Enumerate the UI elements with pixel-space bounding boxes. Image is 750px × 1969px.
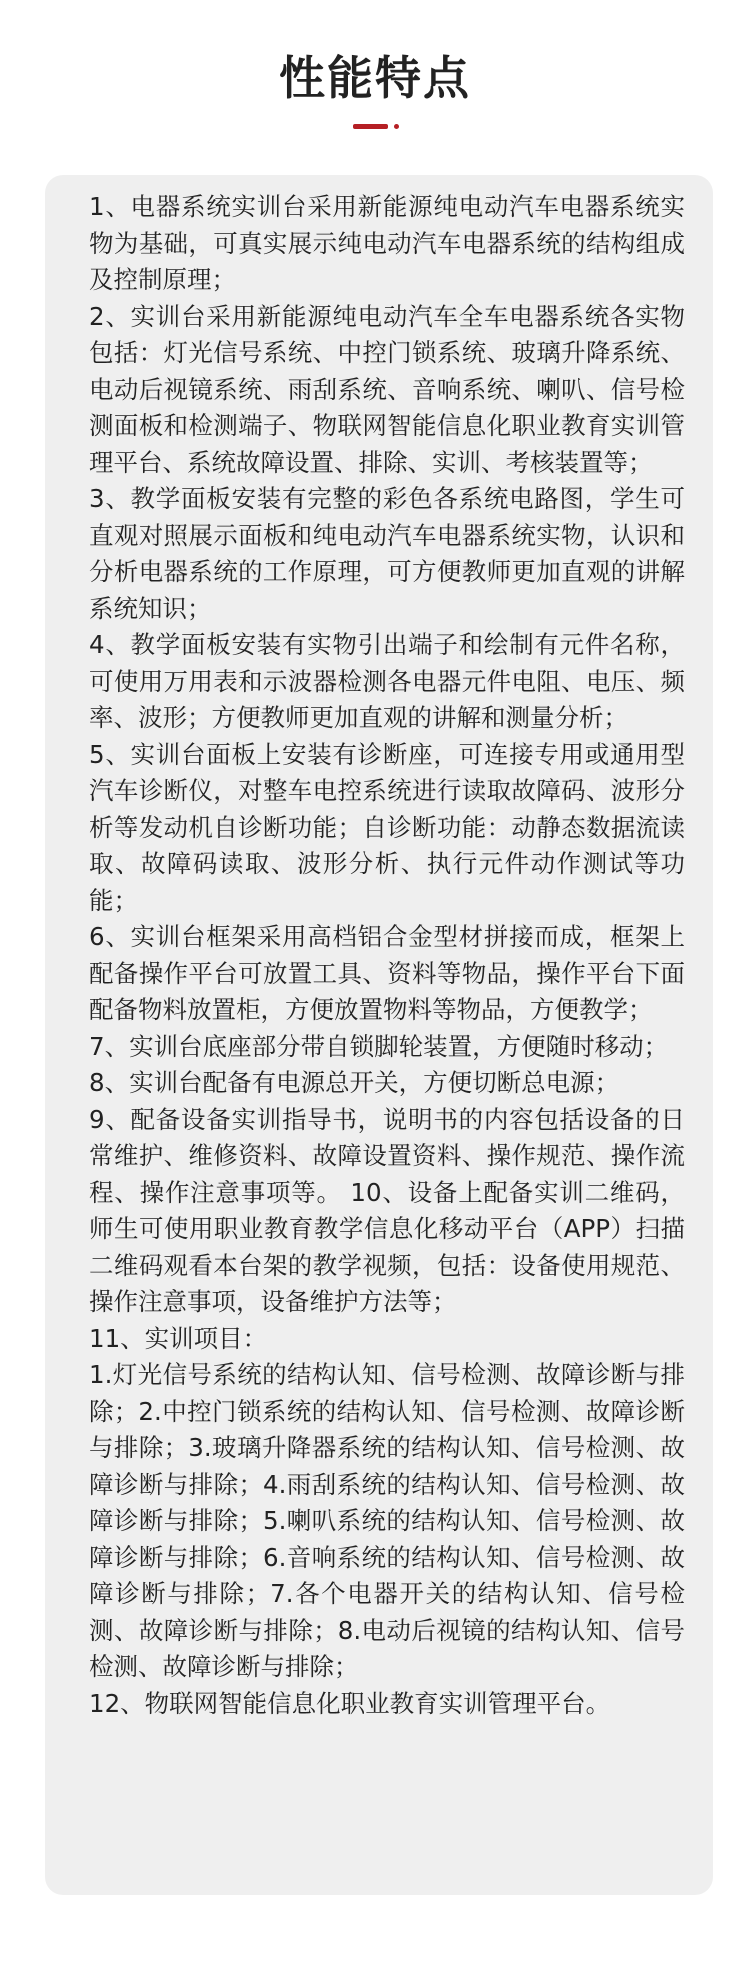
page-header <box>0 0 750 170</box>
feature-item-8: 8、实训台配备有电源总开关，方便切断总电源； <box>89 1068 620 1097</box>
feature-item-11-projects: 1.灯光信号系统的结构认知、信号检测、故障诊断与排除；2.中控门锁系统的结构认知、信号检测、故障诊断与排除；3.玻璃升降器系统的结构认知、信号检测、故障诊断与排除；4.雨刮系统的结构认知、信号检测、故障诊断与排除；5.喇叭系统的结构认知、信号检测、故障诊断与排除；6.音响系统的结构认知、信号检测、故障诊断与排除；7.各个电器开关的结构认知、信号检测、故障诊断与排除；8.电动后视镜的结构认知、信号检测、故障诊断与排除； <box>89 1360 685 1681</box>
feature-item-3: 3、教学面板安装有完整的彩色各系统电路图，学生可直观对照展示面板和纯电动汽车电器系统实物，认识和分析电器系统的工作原理，可方便教师更加直观的讲解系统知识； <box>89 484 685 623</box>
feature-item-7: 7、实训台底座部分带自锁脚轮装置，方便随时移动； <box>89 1031 669 1061</box>
feature-item-4: 4、教学面板安装有实物引出端子和绘制有元件名称，可使用万用表和示波器检测各电器元件电阻、电压、频率、波形；方便教师更加直观的讲解和测量分析； <box>89 630 685 732</box>
feature-item-11-heading: 11、实训项目： <box>89 1323 268 1353</box>
features-card <box>45 175 713 1895</box>
title-underline-dot <box>394 124 399 129</box>
feature-item-2: 2、实训台采用新能源纯电动汽车全车电器系统各实物包括：灯光信号系统、中控门锁系统、玻璃升降系统、电动后视镜系统、雨刮系统、音响系统、喇叭、信号检测面板和检测端子、物联网智能信息化职业教育实训管理平台、系统故障设置、排除、实训、考核装置等； <box>89 301 685 477</box>
feature-item-9: 9、配备设备实训指导书，说明书的内容包括设备的日常维护、维修资料、故障设置资料、操作规范、操作流程、操作注意事项等。 10、设备上配备实训二维码，师生可使用职业教育教学信息化移动平台（APP）扫描二维码观看本台架的教学视频，包括：设备使用规范、操作注意事项，设备维护方法等； <box>89 1104 685 1316</box>
title-underline <box>353 124 388 129</box>
feature-item-1: 1、电器系统实训台采用新能源纯电动汽车电器系统实物为基础，可真实展示纯电动汽车电器系统的结构组成及控制原理； <box>89 192 685 294</box>
feature-item-6: 6、实训台框架采用高档铝合金型材拼接而成，框架上配备操作平台可放置工具、资料等物品，操作平台下面配备物料放置柜，方便放置物料等物品，方便教学； <box>89 922 685 1024</box>
page-title: 性能特点 <box>279 51 471 105</box>
feature-item-5: 5、实训台面板上安装有诊断座，可连接专用或通用型汽车诊断仪，对整车电控系统进行读取故障码、波形分析等发动机自诊断功能；自诊断功能：动静态数据流读取、故障码读取、波形分析、执行元件动作测试等功能； <box>89 739 685 915</box>
feature-item-12: 12、物联网智能信息化职业教育实训管理平台。 <box>89 1688 611 1718</box>
